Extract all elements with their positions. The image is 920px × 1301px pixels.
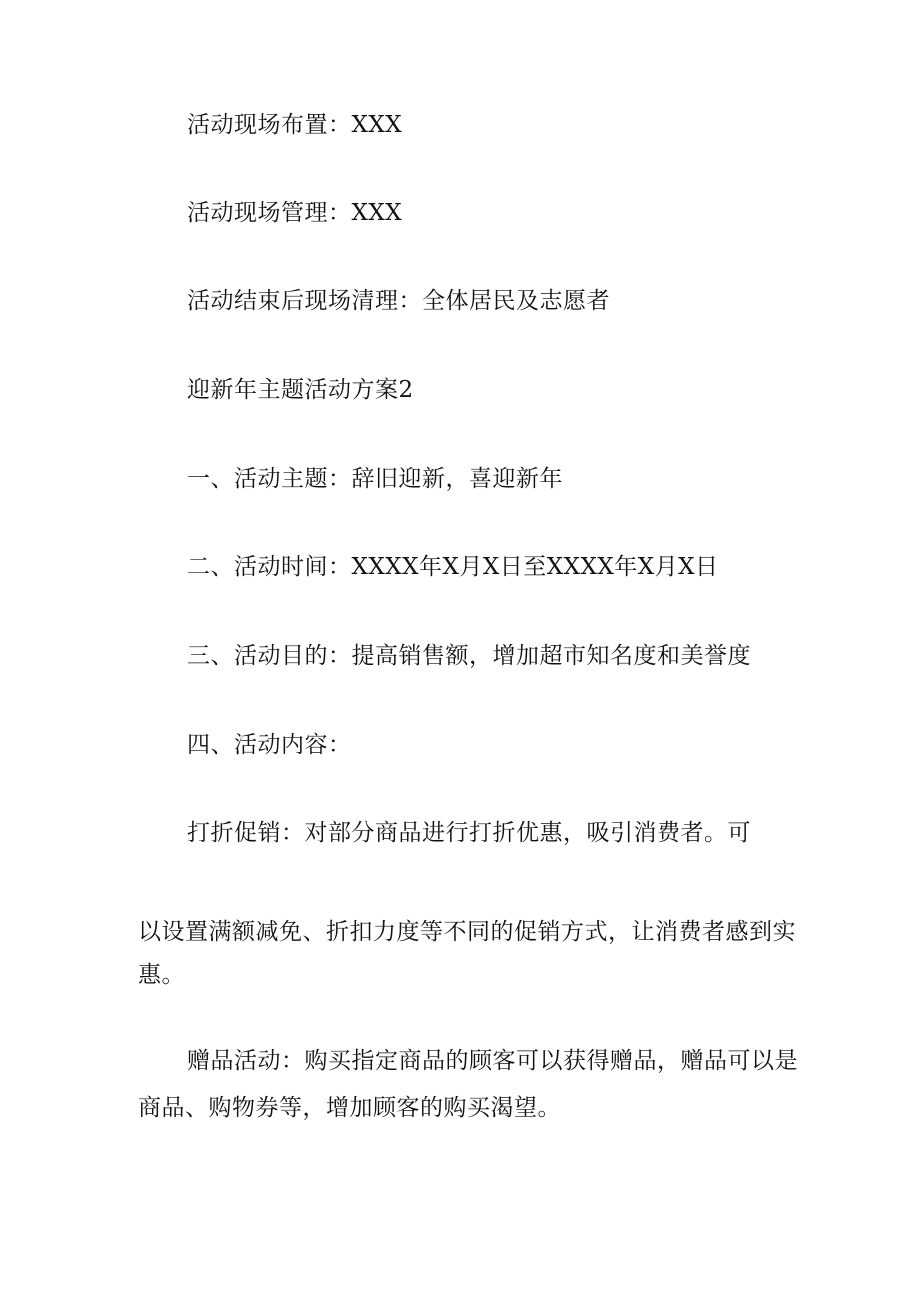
section-title: 迎新年主题活动方案2 [187, 377, 414, 403]
paragraph-gift-line-1: 赠品活动：购买指定商品的顾客可以获得赠品，赠品可以是 [187, 1048, 798, 1074]
paragraph-gift-line-2: 商品、购物券等，增加顾客的购买渴望。 [138, 1095, 561, 1121]
paragraph-discount-line-3: 惠。 [138, 962, 185, 988]
item-theme: 一、活动主题：辞旧迎新，喜迎新年 [187, 466, 563, 492]
line-cleanup: 活动结束后现场清理：全体居民及志愿者 [187, 288, 610, 314]
paragraph-discount-line-2: 以设置满额减免、折扣力度等不同的促销方式，让消费者感到实 [138, 919, 796, 945]
item-content: 四、活动内容： [187, 732, 352, 758]
paragraph-discount-line-1: 打折促销：对部分商品进行打折优惠，吸引消费者。可 [187, 820, 751, 846]
item-time: 二、活动时间：XXXX年X月X日至XXXX年X月X日 [187, 554, 719, 580]
line-venue-management: 活动现场管理：XXX [187, 200, 403, 226]
item-purpose: 三、活动目的：提高销售额，增加超市知名度和美誉度 [187, 643, 751, 669]
line-venue-setup: 活动现场布置：XXX [187, 112, 403, 138]
